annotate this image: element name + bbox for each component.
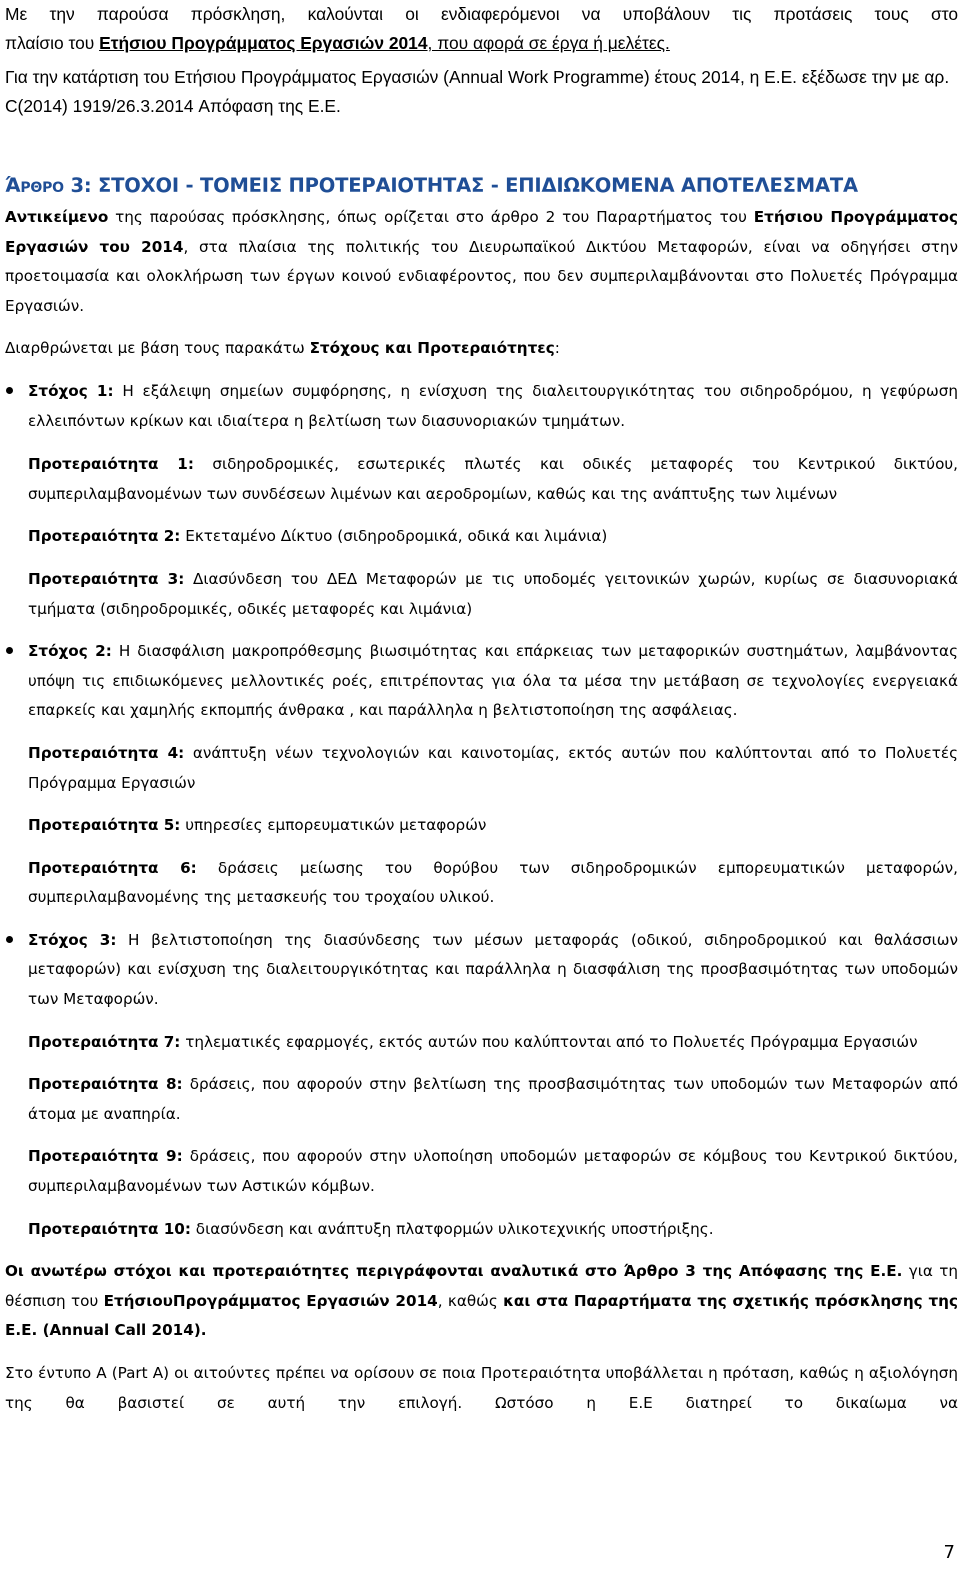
closing-bold-3: και στα Παραρτήματα της σχετικής πρόσκλησης της Ε.Ε. (Annual Call 2014). <box>5 1291 958 1340</box>
priority-4 <box>5 739 958 798</box>
goal-item <box>5 926 958 1244</box>
document-page <box>5 0 958 1418</box>
closing-paragraph <box>5 1257 958 1346</box>
goal-1 <box>5 377 958 436</box>
priority-6 <box>5 854 958 913</box>
priority-text: διασύνδεση και ανάπτυξη πλατφορμών υλικοτεχνικής υποστήριξης. <box>190 1219 714 1238</box>
priority-label: Προτεραιότητα 10: <box>28 1219 191 1238</box>
goal-3 <box>5 926 958 1015</box>
structure-colon: : <box>554 339 560 358</box>
priority-5 <box>5 811 958 841</box>
priority-text: Διασύνδεση του ΔΕΔ Μεταφορών με τις υποδομές γειτονικών χωρών, κυρίως σε διασυνοριακά τμήματα (σιδηροδρομικές, οδικές μεταφορές και λιμάνια) <box>28 569 958 618</box>
priority-label: Προτεραιότητα 9: <box>28 1147 183 1166</box>
priority-label: Προτεραιότητα 2: <box>28 527 181 546</box>
goal-label: Στόχος 3: <box>28 930 117 949</box>
goal-2 <box>5 637 958 726</box>
closing-bold-2: ΕτήσιουΠρογράμματος Εργασιών 2014 <box>103 1291 438 1310</box>
priority-text: υπηρεσίες εμπορευματικών μεταφορών <box>180 816 487 835</box>
priority-label: Προτεραιότητα 4: <box>28 743 185 762</box>
intro-line-1: Με την παρούσα πρόσκληση, καλούνται οι ενδιαφερόμενοι να υποβάλουν τις προτάσεις τους στο <box>5 4 958 24</box>
priority-text: δράσεις, που αφορούν στην βελτίωση της προσβασιμότητας των υποδομών των Μεταφορών από άτομα με αναπηρία. <box>28 1075 958 1123</box>
priority-label: Προτεραιότητα 5: <box>28 816 181 835</box>
priority-9 <box>5 1142 958 1201</box>
objective-program-title: Ετήσιου Προγράμματος Εργασιών του 2014 <box>5 208 958 256</box>
priority-3 <box>5 565 958 624</box>
article-heading <box>5 171 958 203</box>
article-heading-smallcaps: ΡΘΡΟ <box>20 180 64 196</box>
priority-1 <box>5 450 958 509</box>
priority-7 <box>5 1028 958 1058</box>
objective-text-2: , στα πλαίσια της πολιτικής του Διευρωπαϊκού Δικτύου Μεταφορών, είναι να οδηγήσει στην προετοιμασία και ολοκλήρωση των έργων κοινού ενδιαφέροντος, που δεν συμπεριλαμβάνονται στο Πολυετές Πρόγραμμα Εργασιών. <box>5 237 958 315</box>
priority-label: Προτεραιότητα 1: <box>28 455 194 474</box>
part-a-paragraph: Στο έντυπο Α (Part A) οι αιτούντες πρέπει να ορίσουν σε ποια Προτεραιότητα υποβάλλεται η πρόταση, καθώς η αξιολόγηση της θα βασιστεί σε αυτή την επιλογή. Ωστόσο η Ε.Ε διατηρεί το δικαίωμα να <box>5 1364 958 1412</box>
objective-label: Αντικείμενο <box>5 208 109 226</box>
goal-item <box>5 637 958 913</box>
intro-line-2 <box>5 29 958 58</box>
priority-text: σιδηροδρομικές, εσωτερικές πλωτές και οδικές μεταφορές του Κεντρικού δικτύου, συμπεριλαμβανομένων των συνδέσεων λιμένων και αεροδρομίων, καθώς και της ανάπτυξης των λιμένων <box>28 455 958 503</box>
page-number: 7 <box>943 1542 955 1563</box>
structure-bold: Στόχους και Προτεραιότητες <box>309 339 555 358</box>
article-heading-title: 3: ΣΤΟΧΟΙ - ΤΟΜΕΙΣ ΠΡΟΤΕΡΑΙΟΤΗΤΑΣ - ΕΠΙΔΙΩΚΟΜΕΝΑ ΑΠΟΤΕΛΕΣΜΑΤΑ <box>63 174 858 197</box>
priority-label: Προτεραιότητα 7: <box>28 1032 181 1051</box>
intro-line-2-pre: πλαίσιο του <box>5 33 100 53</box>
goal-label: Στόχος 1: <box>28 381 114 400</box>
intro-program-title: Ετήσιου Προγράμματος Εργασιών 2014 <box>99 33 428 53</box>
intro-decision-paragraph: Για την κατάρτιση του Ετήσιου Προγράμματος Εργασιών (Annual Work Programme) έτους 2014, η Ε.Ε. εξέδωσε την με αρ. C(2014) 1919/26.3.2014 Απόφαση της Ε.Ε. <box>5 67 950 116</box>
intro-line-2-post: , που αφορά σε έργα ή μελέτες. <box>427 33 670 53</box>
structure-text: Διαρθρώνεται με βάση τους παρακάτω <box>5 339 310 358</box>
goal-label: Στόχος 2: <box>28 642 112 661</box>
article-objective-paragraph <box>5 203 958 321</box>
priority-label: Προτεραιότητα 8: <box>28 1075 183 1094</box>
closing-bold-1: Οι ανωτέρω στόχοι και προτεραιότητες περιγράφονται αναλυτικά στο Άρθρο 3 της Απόφασης της Ε.Ε. <box>5 1262 903 1281</box>
goal-text: Η βελτιστοποίηση της διασύνδεσης των μέσων μεταφοράς (οδικού, σιδηροδρομικού και θαλάσσιων μεταφορών) και ενίσχυση της διαλειτουργικότητας και παράλληλα η διασφάλιση της προσβασιμότητας των υποδομών των Μεταφορών. <box>28 930 958 1009</box>
closing-text-1: για τη θέσπιση του <box>5 1262 958 1310</box>
priority-text: δράσεις, που αφορούν στην υλοποίηση υποδομών μεταφορών σε κόμβους του Κεντρικού δικτύου, συμπεριλαμβανομένων των Αστικών κόμβων. <box>28 1147 958 1196</box>
priority-text: δράσεις μείωσης του θορύβου των σιδηροδρομικών εμπορευματικών μεταφορών, συμπεριλαμβανομένης της μετασκευής του τροχαίου υλικού. <box>28 858 958 907</box>
intro-program-reference <box>99 33 670 53</box>
priority-text: ανάπτυξη νέων τεχνολογιών και καινοτομίας, εκτός αυτών που καλύπτονται από το Πολυετές Πρόγραμμα Εργασιών <box>28 743 958 792</box>
objective-text-1: της παρούσας πρόσκλησης, όπως ορίζεται στο άρθρο 2 του Παραρτήματος του <box>108 208 754 226</box>
intro-paragraph <box>5 0 958 58</box>
article-heading-initial: Ά <box>5 174 21 197</box>
goal-item <box>5 377 958 624</box>
priority-text: τηλεματικές εφαρμογές, εκτός αυτών που καλύπτονται από το Πολυετές Πρόγραμμα Εργασιών <box>180 1032 918 1051</box>
structure-paragraph <box>5 334 958 364</box>
goal-text: Η διασφάλιση μακροπρόθεσμης βιωσιμότητας και επάρκειας των μεταφορικών συστημάτων, λαμβάνοντας υπόψη τις επιδιωκόμενες μελλοντικές ροές, επιτρέποντας για όλα τα μέσα την μετάβαση σε τεχνολογίες ενεργειακά επαρκείς και χαμηλής εκπομπής άνθρακα , και παράλληλα η βελτιστοποίηση της ασφάλειας. <box>28 642 958 720</box>
priority-10 <box>5 1215 958 1245</box>
priority-label: Προτεραιότητα 3: <box>28 569 185 588</box>
goal-text: Η εξάλειψη σημείων συμφόρησης, η ενίσχυση της διαλειτουργικότητας του σιδηροδρόμου, η γεφύρωση ελλειπόντων κρίκων και ιδιαίτερα η βελτίωση των διασυνοριακών τμημάτων. <box>28 381 958 430</box>
priority-8 <box>5 1070 958 1129</box>
closing-text-2: , καθώς <box>437 1291 504 1310</box>
goals-list <box>5 377 958 1244</box>
priority-text: Εκτεταμένο Δίκτυο (σιδηροδρομικά, οδικά και λιμάνια) <box>180 527 608 546</box>
priority-2 <box>5 522 958 552</box>
priority-label: Προτεραιότητα 6: <box>28 858 197 877</box>
